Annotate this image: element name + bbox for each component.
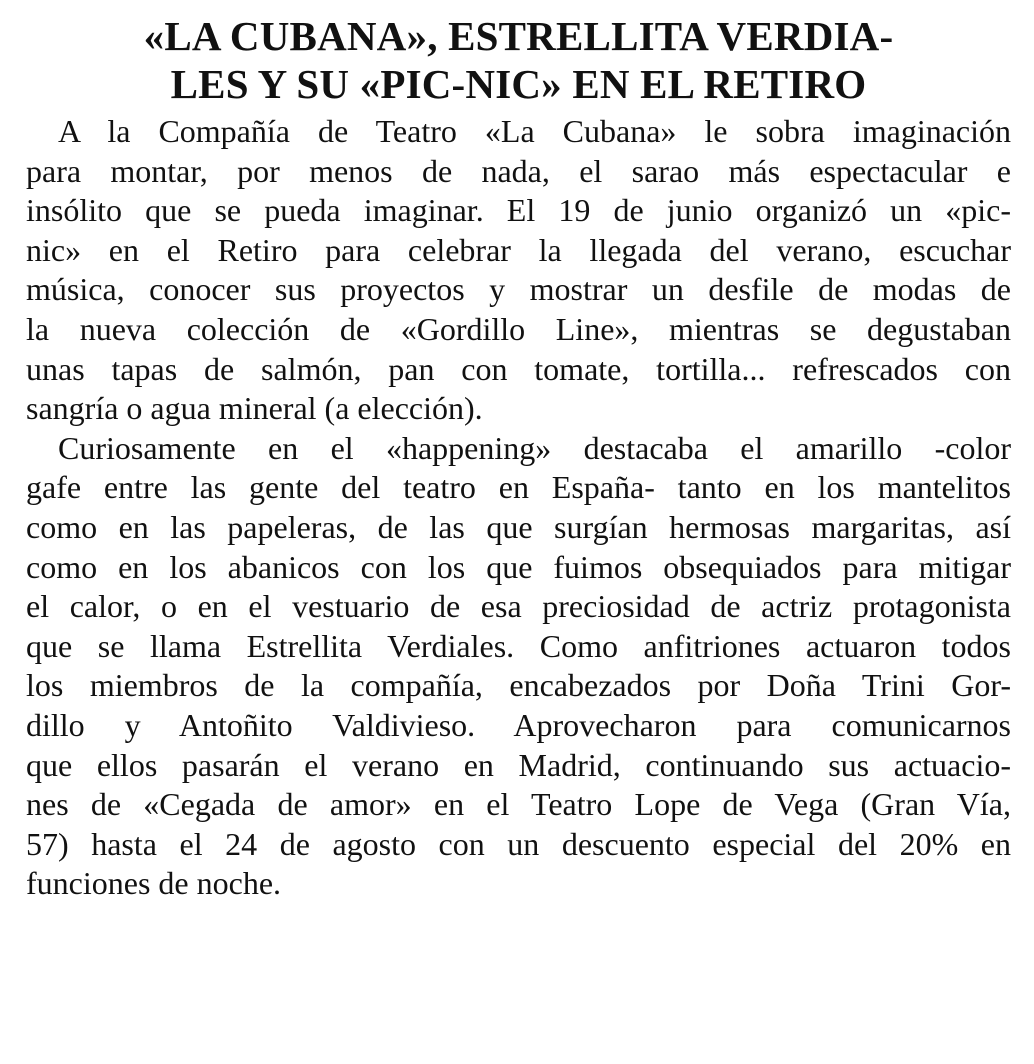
- text-line: la nueva colección de «Gordillo Line», mientras se degustaban: [26, 310, 1011, 347]
- headline-line: LES Y SU «PIC-NIC» EN EL RETIRO: [170, 61, 867, 107]
- text-line: como en los abanicos con los que fuimos obsequiados para mitigar: [26, 548, 1011, 585]
- text-line: para montar, por menos de nada, el sarao más espectacular e: [26, 152, 1011, 189]
- text-line: Curiosamente en el «happening» destacaba el amarillo -color: [58, 429, 1011, 466]
- text-line: funciones de noche.: [26, 865, 282, 902]
- text-line: sangría o agua mineral (a elección).: [26, 390, 483, 427]
- text-line: insólito que se pueda imaginar. El 19 de junio organizó un «pic-: [26, 192, 1011, 229]
- text-line: el calor, o en el vestuario de esa preciosidad de actriz protagonista: [26, 588, 1011, 625]
- text-line: dillo y Antoñito Valdivieso. Aprovecharon para comunicarnos: [26, 706, 1011, 743]
- headline: [26, 12, 1011, 108]
- text-line: como en las papeleras, de las que surgían hermosas margaritas, así: [26, 508, 1011, 545]
- text-line: música, conocer sus proyectos y mostrar un desfile de modas de: [26, 271, 1011, 308]
- news-article: [26, 12, 1011, 904]
- text-line: que ellos pasarán el verano en Madrid, continuando sus actuacio-: [26, 746, 1011, 783]
- headline-line: «LA CUBANA», ESTRELLITA VERDIA-: [143, 13, 894, 59]
- text-line: 57) hasta el 24 de agosto con un descuento especial del 20% en: [26, 825, 1011, 862]
- text-line: A la Compañía de Teatro «La Cubana» le sobra imaginación: [58, 113, 1011, 149]
- paragraph-2: [26, 429, 1011, 904]
- text-line: los miembros de la compañía, encabezados por Doña Trini Gor-: [26, 667, 1011, 704]
- text-line: nes de «Cegada de amor» en el Teatro Lope de Vega (Gran Vía,: [26, 786, 1011, 823]
- text-line: unas tapas de salmón, pan con tomate, tortilla... refrescados con: [26, 350, 1011, 387]
- text-line: que se llama Estrellita Verdiales. Como anfitriones actuaron todos: [26, 627, 1011, 664]
- paragraph-1: [26, 112, 1011, 429]
- text-line: gafe entre las gente del teatro en España- tanto en los mantelitos: [26, 469, 1011, 506]
- text-line: nic» en el Retiro para celebrar la llegada del verano, escuchar: [26, 231, 1011, 268]
